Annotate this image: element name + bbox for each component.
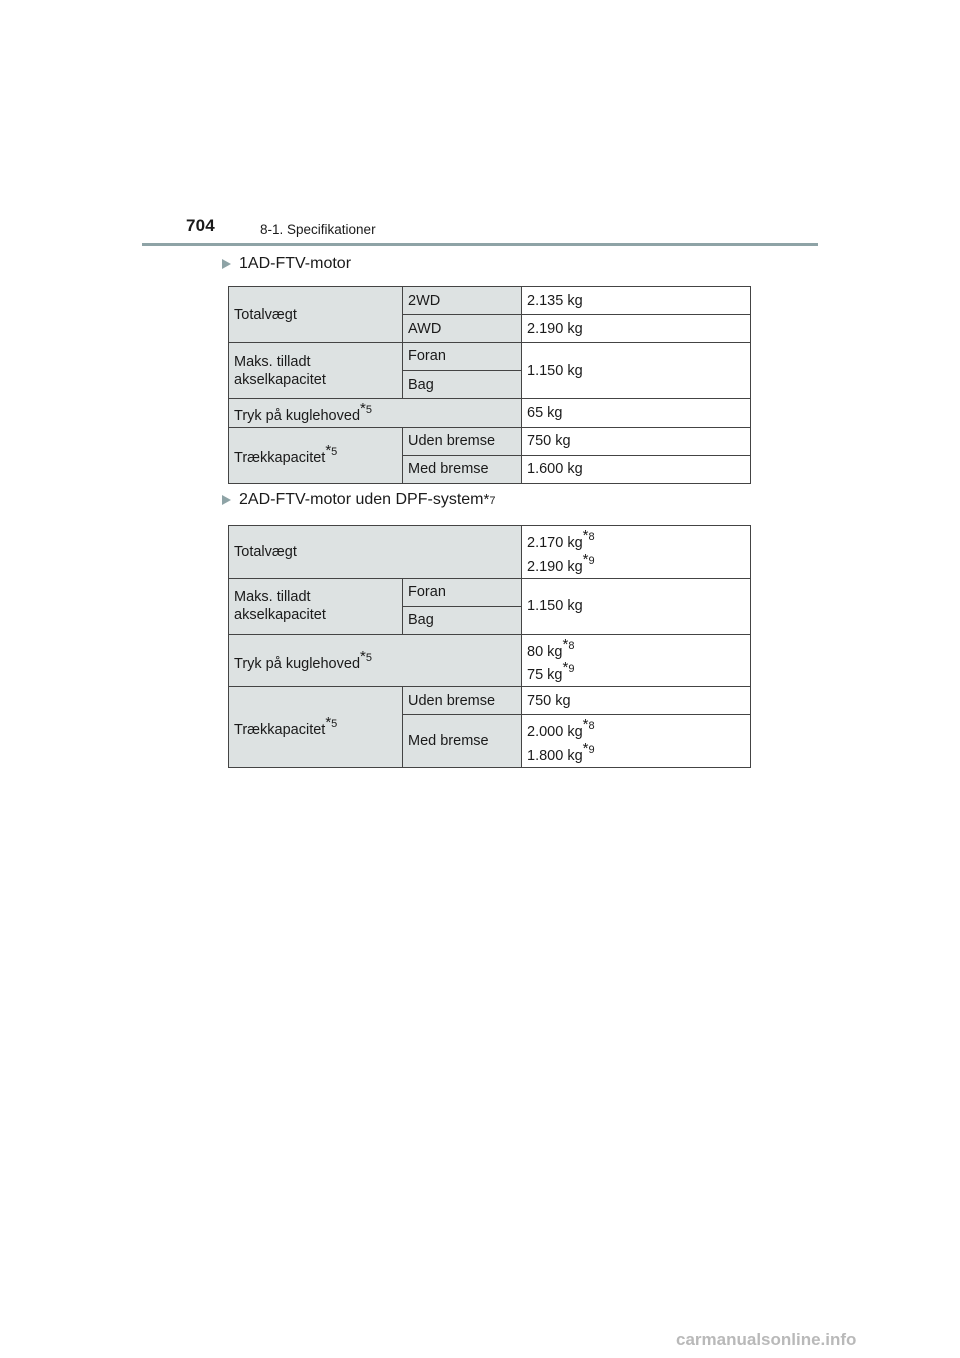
- total-weight-label: Totalvægt: [229, 526, 522, 579]
- total-weight-value-a: 2.170 kg: [527, 534, 583, 551]
- unbraked-label: Uden bremse: [403, 687, 522, 715]
- total-weight-value: 2.170 $kg^{*8}$ 2.190 $kg^{*9}$: [522, 526, 751, 579]
- footnote-ref: 5: [365, 404, 372, 416]
- axle-capacity-label: [229, 343, 403, 399]
- total-weight-2wd-value: 2.135 kg: [522, 287, 751, 315]
- footnote-ref: 8: [588, 531, 595, 543]
- section-heading-text: 2AD-FTV-motor uden DPF-system: [239, 491, 484, 508]
- towing-capacity-label: Trækkapacitet$^{*5}$: [229, 687, 403, 768]
- footnote-ref: 5: [331, 446, 338, 459]
- footnote-ref: 8: [568, 639, 575, 652]
- table-row: [229, 399, 751, 428]
- section-title: 8-1. Specifikationer: [260, 222, 376, 237]
- footnote-ref: 9: [568, 663, 575, 676]
- ball-pressure-value-b: 75 kg: [527, 667, 563, 684]
- unbraked-value: 750 kg: [522, 687, 751, 715]
- axle-capacity-label-line-1: Maks. tilladt: [234, 589, 311, 606]
- towing-capacity-label-text: Trækkapacitet: [234, 450, 326, 467]
- axle-capacity-label-line-2: akselkapacitet: [234, 607, 326, 624]
- braked-value: 2.000 $kg^{*8}$ 1.800 $kg^{*9}$: [522, 715, 751, 768]
- braked-value-a: 2.000 kg: [527, 724, 583, 741]
- table-row: [229, 578, 751, 606]
- axle-front-label: Foran: [403, 343, 522, 371]
- table-row: [229, 526, 751, 579]
- variant-awd-label: AWD: [403, 315, 522, 343]
- axle-capacity-label: [229, 578, 403, 634]
- footnote-ref: 5: [365, 651, 372, 664]
- footnote-ref: 9: [588, 554, 595, 567]
- braked-value: 1.600 kg: [522, 455, 751, 483]
- towing-capacity-label-text: Trækkapacitet: [234, 722, 326, 739]
- braked-value-b: 1.800 kg: [527, 747, 583, 764]
- spec-table-2ad: [228, 525, 751, 768]
- footnote-ref: 5: [331, 718, 338, 731]
- watermark: carmanualsonline.info: [676, 1330, 857, 1349]
- page-number: 704: [186, 216, 215, 235]
- ball-pressure-value-a: 80 kg: [527, 643, 563, 660]
- table-row: [229, 287, 751, 315]
- axle-capacity-label-line-1: Maks. tilladt: [234, 353, 311, 370]
- axle-rear-label: Bag: [403, 606, 522, 634]
- ball-pressure-value: 65 kg: [522, 399, 751, 428]
- triangle-bullet-icon: [222, 259, 231, 269]
- table-row: [229, 427, 751, 455]
- total-weight-awd-value: 2.190 kg: [522, 315, 751, 343]
- footnote-ref: 7: [489, 494, 496, 507]
- axle-front-label: Foran: [403, 578, 522, 606]
- axle-capacity-value: 1.150 kg: [522, 343, 751, 399]
- section-heading-2ad: 2AD-FTV-motor uden DPF-system $^{*7}$: [222, 491, 495, 509]
- axle-rear-label: Bag: [403, 371, 522, 399]
- section-heading-text: 1AD-FTV-motor: [239, 255, 352, 272]
- ball-pressure-value: 80 $kg^{*8}$ 75 $kg^{*9}$: [522, 634, 751, 687]
- section-heading-1ad: [222, 255, 351, 273]
- table-row: [229, 687, 751, 715]
- axle-capacity-label-line-2: akselkapacitet: [234, 371, 326, 388]
- ball-pressure-label: Tryk på kuglehoved$^{*5}$: [229, 399, 522, 428]
- total-weight-value-b: 2.190 kg: [527, 558, 583, 575]
- ball-pressure-label: Tryk på kuglehoved$^{*5}$: [229, 634, 522, 687]
- ball-pressure-label-text: Tryk på kuglehoved: [234, 407, 361, 424]
- header-rule: [142, 243, 818, 246]
- braked-label: Med bremse: [403, 715, 522, 768]
- unbraked-label: Uden bremse: [403, 427, 522, 455]
- footnote-ref: 8: [588, 720, 595, 733]
- total-weight-label: Totalvægt: [229, 287, 403, 343]
- triangle-bullet-icon: [222, 495, 231, 505]
- towing-capacity-label: Trækkapacitet$^{*5}$: [229, 427, 403, 483]
- footnote-ref: 9: [588, 744, 595, 757]
- ball-pressure-label-text: Tryk på kuglehoved: [234, 655, 361, 672]
- braked-label: Med bremse: [403, 455, 522, 483]
- unbraked-value: 750 kg: [522, 427, 751, 455]
- axle-capacity-value: 1.150 kg: [522, 578, 751, 634]
- table-row: [229, 634, 751, 687]
- table-row: [229, 343, 751, 371]
- spec-table-1ad: [228, 286, 751, 484]
- variant-2wd-label: 2WD: [403, 287, 522, 315]
